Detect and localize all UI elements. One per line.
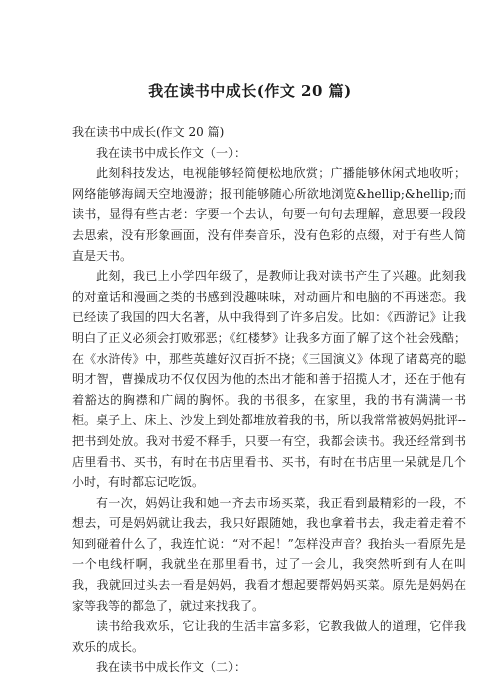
paragraph: 有一次，妈妈让我和她一齐去市场买菜，我正看到最精彩的一段，不想去，可是妈妈就让我去，我只好跟随她，我也拿着书去，我走着走着不知到碰着什么了，我连忙说：“对不起！”怎样没声音？我抬头一看原先是一个电线杆啊，我就坐在那里看书，过了一会儿，我突然听到有人在叫我，我就回过头去一看是妈妈，我看才想起要帮妈妈买菜。原先是妈妈在家等我等的都急了，就过来找我了。	[72, 495, 466, 613]
paragraph-heading: 我在读书中成长(作文 20 篇)	[72, 125, 225, 139]
paragraph: 读书给我欢乐，它让我的生活丰富多彩，它教我做人的道理，它伴我欢乐的成长。	[72, 619, 466, 654]
section-heading-2: 我在读书中成长作文（二）：	[96, 660, 247, 675]
paragraph: 此刻科技发达，电视能够轻简便松地欣赏；广播能够休闲式地收听；网络能够海阔天空地漫游；报刊能够随心所欲地浏览&hellip;&hellip;而读书，显得有些古老：字要一个去认，句要一句句去理解，意思要一段段去思索，没有形象画面，没有伴奏音乐，没有色彩的点缀，对于有些人简直是天书。	[72, 166, 466, 263]
document-title: 我在读书中成长(作文 20 篇)	[148, 82, 352, 100]
paragraph: 此刻，我已上小学四年级了，是教师让我对读书产生了兴趣。此刻我的对童话和漫画之类的书感到没趣味味，对动画片和电脑的不再迷恋。我已经读了我国的四大名著，从中我得到了许多启发。比如：《西游记》让我明白了正义必须会打败邪恶；《红楼梦》让我多方面了解了这个社会残酷；在《水浒传》中，那些英雄好汉百折不挠；《三国演义》体现了诸葛亮的聪明才智，曹操成功不仅仅因为他的杰出才能和善于招揽人才，还在于他有着豁达的胸襟和广阔的胸怀。我的书很多，在家里，我的书有满满一书柜。桌子上、床上、沙发上到处都堆放着我的书，所以我常常被妈妈批评--把书到处放。我对书爱不释手，只要一有空，我都会读书。我还经常到书店里看书、买书，有时在书店里看书、买书，有时在书店里一呆就是几个小时，有时都忘记吃饭。	[72, 269, 466, 490]
section-heading-1: 我在读书中成长作文（一）：	[96, 145, 247, 160]
document-body	[72, 122, 466, 678]
